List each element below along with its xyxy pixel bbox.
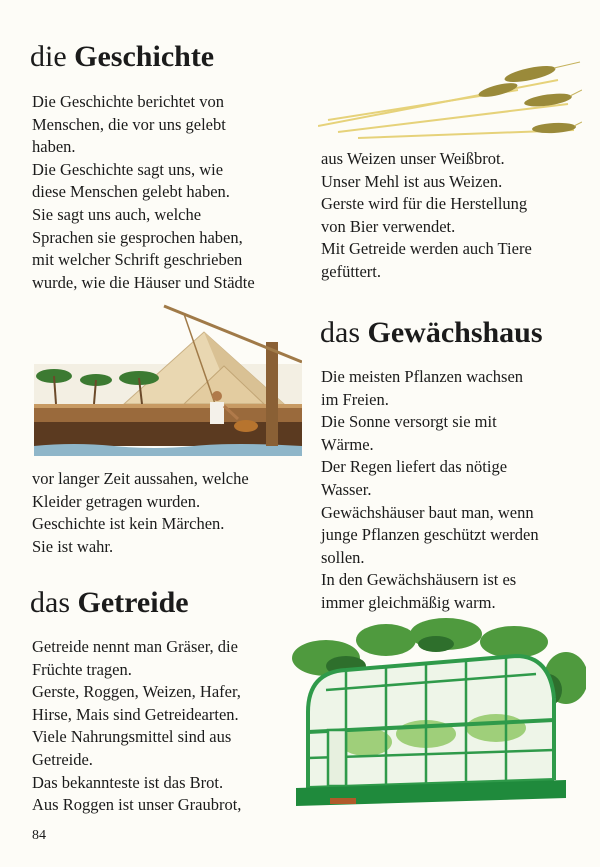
page-number: 84 [32,828,46,843]
text-line: In den Gewächshäusern ist es [321,570,517,590]
geschichte-text-part2 [32,468,249,558]
getreide-text-part2 [321,148,532,284]
text-line: Das bekannteste ist das Brot. [32,772,224,792]
text-line: Die Geschichte sagt uns, wie [32,159,224,179]
text-line: immer gleichmäßig warm. [321,592,496,612]
text-line: Kleider getragen wurden. [32,491,201,511]
article: das [320,316,360,349]
headword-getreide [30,586,189,620]
geschichte-text-part1 [32,91,255,294]
text-line: sollen. [321,547,365,567]
text-line: aus Weizen unser Weißbrot. [321,149,505,168]
wheat-ears-icon [318,60,582,144]
text-line: Unser Mehl ist aus Weizen. [321,171,503,191]
text-line: Geschichte ist kein Märchen. [32,514,225,534]
text-line: Menschen, die vor uns gelebt [32,114,226,134]
text-line: Sprachen sie gesprochen haben, [32,227,243,247]
text-line: Die meisten Pflanzen wachsen [321,367,524,386]
text-line: Gewächshäuser baut man, wenn [321,502,534,522]
getreide-text-part1 [32,636,241,817]
text-line: Getreide nennt man Gräser, die [32,637,238,656]
text-line: haben. [32,137,76,157]
text-line: im Freien. [321,389,389,409]
text-line: Viele Nahrungsmittel sind aus [32,727,232,747]
text-line: Wasser. [321,479,372,499]
text-line: diese Menschen gelebt haben. [32,182,230,202]
text-line: Früchte tragen. [32,659,132,679]
text-line: Getreide. [32,749,93,769]
text-line: Mit Getreide werden auch Tiere [321,239,532,259]
text-line: junge Pflanzen geschützt werden [321,525,539,545]
text-line: Gerste wird für die Herstellung [321,194,528,214]
text-line: Gerste, Roggen, Weizen, Hafer, [32,682,241,702]
text-line: gefüttert. [321,261,382,281]
text-line: Die Sonne versorgt sie mit [321,412,497,432]
noun: Getreide [77,586,189,619]
text-line: Aus Roggen ist unser Graubrot, [32,795,242,815]
headword-geschichte [30,40,214,74]
text-line: wurde, wie die Häuser und Städte [32,272,255,292]
text-line: Wärme. [321,434,374,454]
egypt-pyramids-shaduf-icon [34,304,302,456]
text-line: mit welcher Schrift geschrieben [32,250,243,270]
noun: Gewächshaus [367,316,543,349]
text-line: Hirse, Mais sind Getreidearten. [32,704,239,724]
text-line: vor langer Zeit aussahen, welche [32,469,249,488]
article: die [30,40,67,73]
gewaechshaus-text [321,366,539,615]
greenhouse-icon [286,612,586,808]
article: das [30,586,70,619]
text-line: von Bier verwendet. [321,216,456,236]
headword-gewaechshaus [320,316,543,350]
noun: Geschichte [74,40,215,73]
text-line: Der Regen liefert das nötige [321,457,508,477]
text-line: Sie ist wahr. [32,536,114,556]
text-line: Die Geschichte berichtet von [32,92,224,111]
text-line: Sie sagt uns auch, welche [32,204,202,224]
